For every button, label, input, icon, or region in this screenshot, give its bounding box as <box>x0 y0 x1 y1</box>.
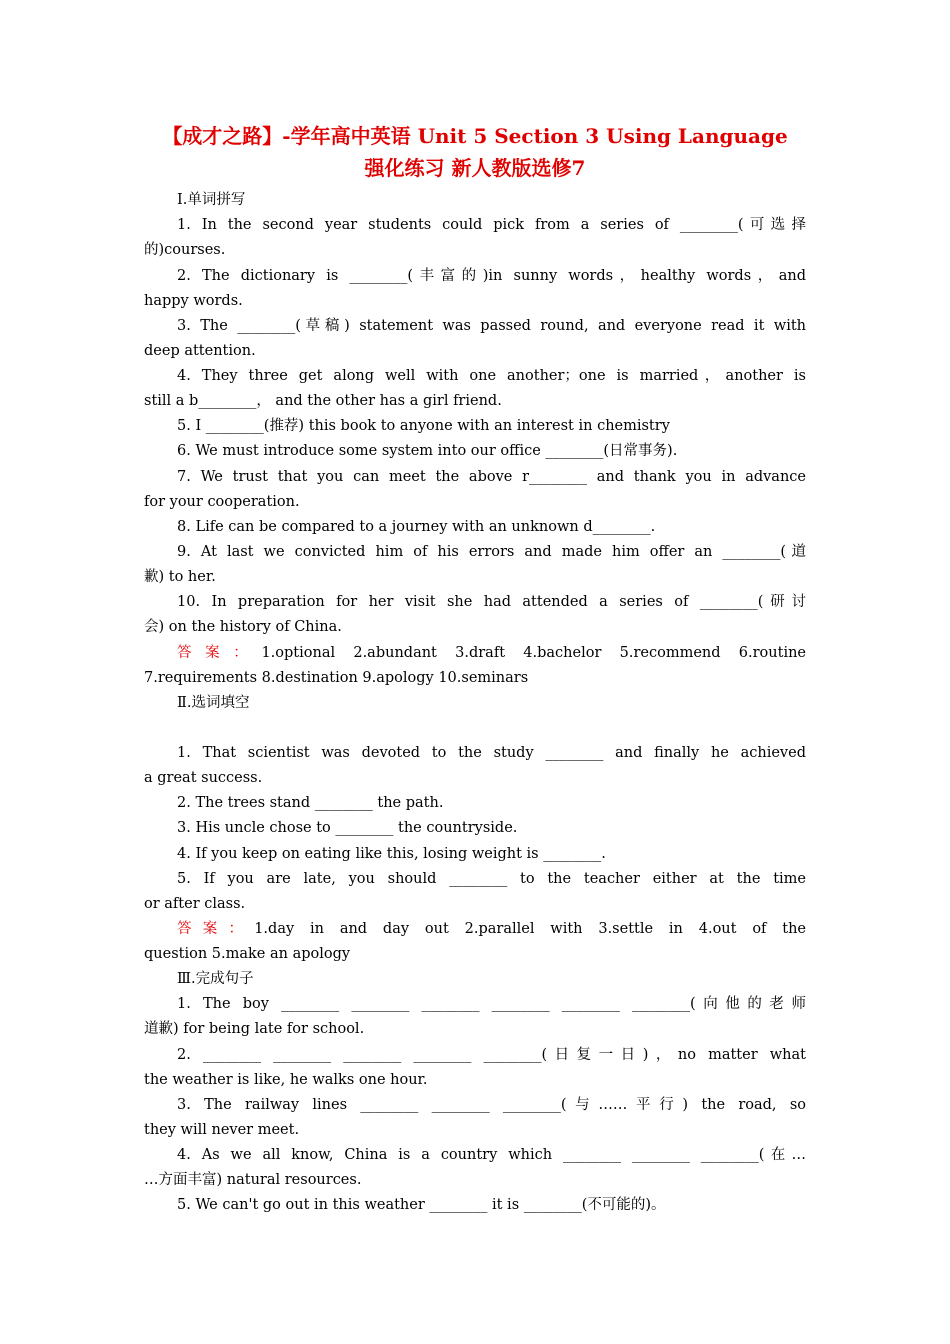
question-line: the weather is like, he walks one hour. <box>144 1072 428 1088</box>
question-line: 5. If you are late, you should ________ to the teacher either at the time <box>177 871 806 887</box>
answer-label: 答案： <box>177 921 255 937</box>
document-title-line-2: 强化练习 新人教版选修7 <box>364 156 586 180</box>
question-line: 7. We trust that you can meet the above r________ and thank you in advance <box>177 469 806 485</box>
question-line: 3. The ________(草稿) statement was passed round, and everyone read it with <box>177 318 806 334</box>
question-line: deep attention. <box>144 343 256 359</box>
question-line: 4. As we all know, China is a country which ________ ________ ________(在… <box>177 1147 806 1163</box>
question-line: they will never meet. <box>144 1122 300 1138</box>
section-heading: Ⅰ.单词拼写 <box>177 192 246 208</box>
question-line: 1. In the second year students could pick from a series of ________(可选择 <box>177 217 806 233</box>
answer-line <box>177 643 806 663</box>
question-line: 10. In preparation for her visit she had attended a series of ________(研讨 <box>177 594 806 610</box>
answer-line: 7.requirements 8.destination 9.apology 10.seminars <box>144 670 529 686</box>
answer-line: question 5.make an apology <box>144 946 351 962</box>
question-line: still a b________， and the other has a girl friend. <box>144 393 502 409</box>
answer-label: 答案： <box>177 645 262 661</box>
question-line: 2. ________ ________ ________ ________ ________(日复一日)，no matter what <box>177 1047 806 1063</box>
question-line: for your cooperation. <box>144 494 300 510</box>
question-line: 3. The railway lines ________ ________ ________(与……平行) the road, so <box>177 1097 806 1113</box>
question-line: 5. We can't go out in this weather ________ it is ________(不可能的)。 <box>177 1197 666 1213</box>
question-line: happy words. <box>144 293 243 309</box>
question-line: 2. The dictionary is ________(丰富的)in sunny words，healthy words，and <box>177 268 806 284</box>
question-line: 6. We must introduce some system into our office ________(日常事务). <box>177 443 678 459</box>
document-title-line-1: 【成才之路】-学年高中英语 Unit 5 Section 3 Using Language <box>162 124 788 148</box>
question-line: a great success. <box>144 770 263 786</box>
answer-text: 1.day in and day out 2.parallel with 3.settle in 4.out of the <box>254 921 806 937</box>
question-line: 9. At last we convicted him of his errors and made him offer an ________(道 <box>177 544 806 560</box>
question-line: 的)courses. <box>144 242 226 258</box>
question-line: 2. The trees stand ________ the path. <box>177 795 444 811</box>
question-line: 会) on the history of China. <box>144 619 342 635</box>
answer-text: 1.optional 2.abundant 3.draft 4.bachelor 5.recommend 6.routine <box>261 645 806 661</box>
question-line: or after class. <box>144 896 246 912</box>
question-line: 8. Life can be compared to a journey with an unknown d________. <box>177 519 656 535</box>
section-heading: Ⅲ.完成句子 <box>177 971 254 987</box>
question-line: 5. I ________(推荐) this book to anyone with an interest in chemistry <box>177 418 670 434</box>
question-line: …方面丰富) natural resources. <box>144 1172 362 1188</box>
question-line: 3. His uncle chose to ________ the countryside. <box>177 820 518 836</box>
question-line: 1. That scientist was devoted to the study ________ and finally he achieved <box>177 745 806 761</box>
question-line: 道歉) for being late for school. <box>144 1021 365 1037</box>
section-heading: Ⅱ.选词填空 <box>177 695 250 711</box>
question-line: 1. The boy ________ ________ ________ ________ ________ ________(向他的老师 <box>177 996 806 1012</box>
question-line: 歉) to her. <box>144 569 216 585</box>
answer-line <box>177 919 806 939</box>
question-line: 4. They three get along well with one another；one is married，another is <box>177 368 806 384</box>
question-line: 4. If you keep on eating like this, losing weight is ________. <box>177 846 606 862</box>
